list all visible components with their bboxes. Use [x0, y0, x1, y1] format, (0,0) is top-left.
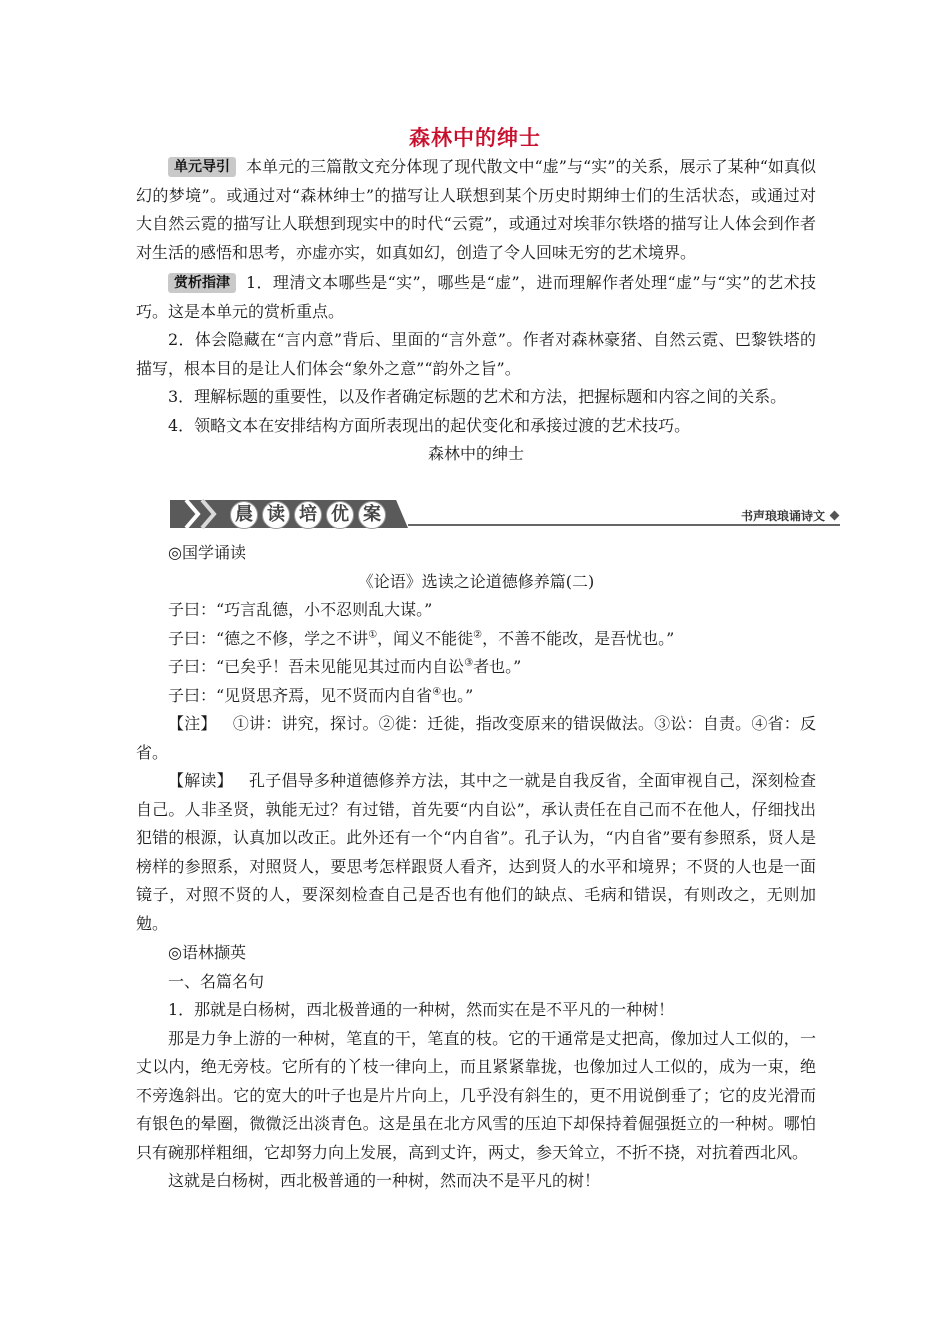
- notes-label: 【注】: [168, 714, 217, 733]
- banner-char: 优: [326, 501, 354, 529]
- famous-quotes-heading: 一、名篇名句: [168, 971, 265, 991]
- notes-text: ①讲：讲究，探讨。②徙：迁徙，指改变原来的错误做法。③讼：自责。④省：反省。: [136, 714, 816, 762]
- lunyu-line-4: [136, 682, 816, 711]
- footnote-marker: ③: [464, 657, 474, 669]
- lunyu-text: 子曰：“德之不修，学之不讲: [168, 628, 369, 648]
- banner-char: 培: [294, 501, 322, 529]
- banner-title: [230, 501, 386, 529]
- lunyu-text: 也。”: [441, 685, 474, 705]
- lunyu-text: 子曰：“已矣乎！吾未见能见其过而内自讼: [168, 657, 465, 676]
- appreciation-point-3: 3．理解标题的重要性，以及作者确定标题的艺术和方法，把握标题和内容之间的关系。: [168, 387, 787, 406]
- quote-item-1: 1．那就是白杨树，西北极普通的一种树，然而实在是不平凡的一种树！: [168, 1000, 675, 1019]
- yulin-section: [136, 939, 816, 1196]
- unit-guide-tag: 单元导引: [168, 157, 236, 177]
- unit-guide-text: 本单元的三篇散文充分体现了现代散文中“虚”与“实”的关系，展示了某种“如真似幻的梦境”。或通过对“森林绅士”的描写让人联想到某个历史时期绅士们的生活状态，或通过对大自然云霓的描写让人联想到现实中的时代“云霓”，或通过对埃菲尔铁塔的描写让人体会到作者对生活的感悟和思考，亦虚亦实，如真如幻，创造了令人回味无穷的艺术境界。: [136, 157, 816, 262]
- banner-char: 案: [358, 501, 386, 529]
- yulin-heading: ◎语林撷英: [168, 943, 246, 962]
- notes-paragraph: [136, 710, 816, 767]
- morning-reading-banner: [170, 497, 840, 533]
- guoxue-heading: ◎国学诵读: [168, 543, 246, 562]
- lunyu-line-3: [136, 653, 816, 682]
- diamond-icon: [830, 511, 840, 521]
- banner-char: 晨: [230, 501, 258, 529]
- banner-divider: [408, 524, 840, 526]
- lunyu-text: ，闻义不能徙: [377, 628, 474, 648]
- lunyu-line-2: [136, 625, 816, 654]
- banner-char: 读: [262, 501, 290, 529]
- appreciation-point-4: 4．领略文本在安排结构方面所表现出的起伏变化和承接过渡的艺术技巧。: [168, 415, 691, 435]
- footnote-marker: ④: [432, 686, 442, 698]
- baiyang-closing: 这就是白杨树，西北极普通的一种树，然而决不是平凡的树！: [168, 1171, 601, 1190]
- intro-section: [136, 153, 816, 469]
- unit-guide-paragraph: [136, 153, 816, 267]
- banner-slogan: [741, 507, 838, 524]
- baiyang-paragraph: 那是力争上游的一种树，笔直的干，笔直的枝。它的干通常是丈把高，像加过人工似的，一丈以内，绝无旁枝。它所有的丫枝一律向上，而且紧紧靠拢，也像加过人工似的，成为一束，绝不旁逸斜出。它的宽大的叶子也是片片向上，几乎没有斜生的，更不用说倒垂了；它的皮光滑而有银色的晕圈，微微泛出淡青色。这是虽在北方风雪的压迫下却保持着倔强挺立的一种树。哪怕只有碗那样粗细，它却努力向上发展，高到丈许，两丈，参天耸立，不折不挠，对抗着西北风。: [136, 1028, 816, 1162]
- interpretation-text: 孔子倡导多种道德修养方法，其中之一就是自我反省，全面审视自己，深刻检查自己。人非圣贤，孰能无过？有过错，首先要“内自讼”，承认责任在自己而不在他人，仔细找出犯错的根源，认真加以改正。此外还有一个“内自省”。孔子认为，“内自省”要有参照系，贤人是榜样的参照系，对照贤人，要思考怎样跟贤人看齐，达到贤人的水平和境界；不贤的人也是一面镜子，对照不贤的人，要深刻检查自己是否也有他们的缺点、毛病和错误，有则改之，无则加勉。: [136, 771, 816, 933]
- lunyu-text: 子曰：“见贤思齐焉，见不贤而内自省: [168, 685, 433, 705]
- interpretation-label: 【解读】: [168, 771, 233, 790]
- appreciation-point-2: 2．体会隐藏在“言内意”背后、里面的“言外意”。作者对森林豪猪、自然云霓、巴黎铁塔的描写，根本目的是让人们体会“象外之意”“韵外之旨”。: [136, 330, 816, 378]
- lunyu-title: 《论语》选读之论道德修养篇(二): [357, 571, 595, 591]
- appreciation-point-1: 1．理清文本哪些是“实”，哪些是“虚”，进而理解作者处理“虚”与“实”的艺术技巧。这是本单元的赏析重点。: [136, 273, 816, 321]
- chevron-right-icon: [198, 497, 218, 531]
- banner-slogan-text: 书声琅琅诵诗文: [740, 509, 825, 523]
- lunyu-line-1: 子曰：“巧言乱德，小不忍则乱大谋。”: [168, 600, 433, 619]
- section-subtitle: 森林中的绅士: [427, 444, 524, 463]
- guoxue-section: [136, 539, 816, 938]
- appreciation-tag: 赏析指津: [168, 273, 236, 293]
- lunyu-text: ，不善不能改，是吾忧也。”: [482, 628, 675, 648]
- lunyu-text: 者也。”: [473, 657, 522, 676]
- appreciation-paragraph: [136, 269, 816, 326]
- interpretation-paragraph: [136, 767, 816, 938]
- footnote-marker: ①: [368, 629, 378, 641]
- footnote-marker: ②: [473, 629, 483, 641]
- page-title: 森林中的绅士: [409, 126, 541, 150]
